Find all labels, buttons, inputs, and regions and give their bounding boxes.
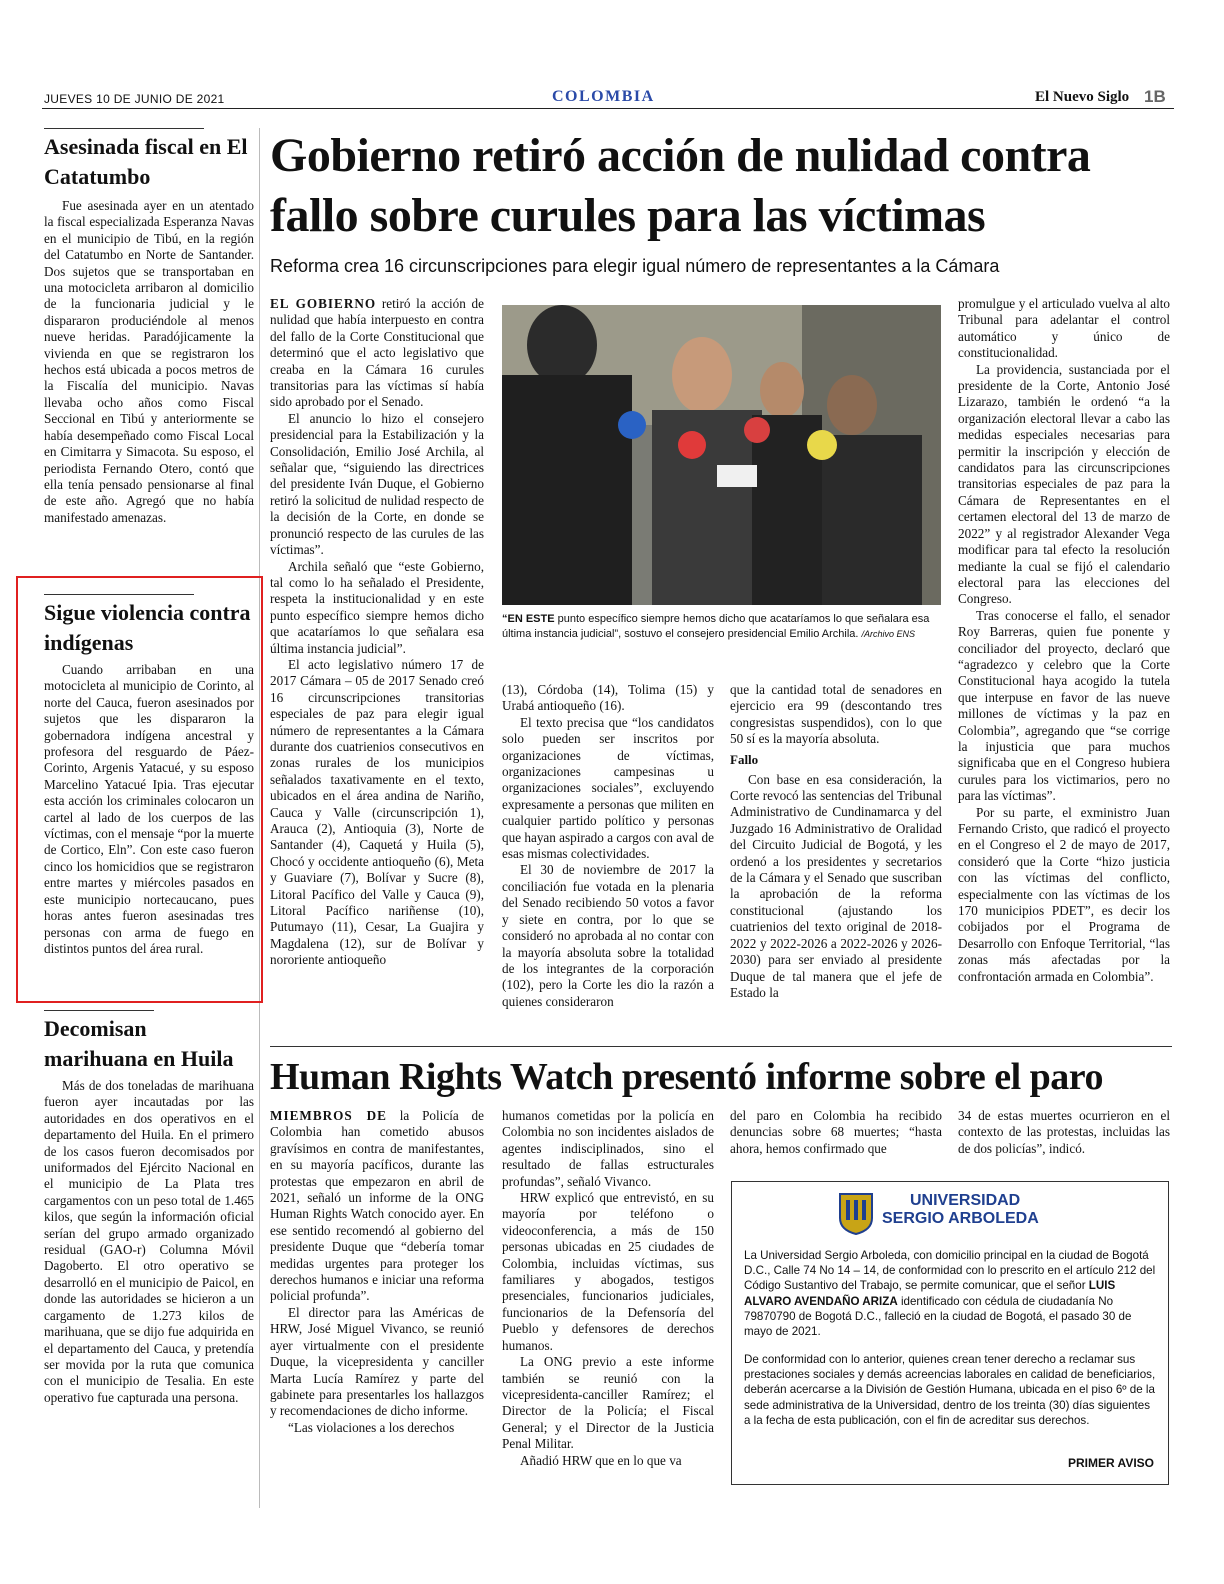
story-rule bbox=[270, 1046, 1172, 1047]
newspaper-brand: El Nuevo Siglo bbox=[1035, 89, 1130, 105]
page-date: JUEVES 10 DE JUNIO DE 2021 bbox=[44, 92, 225, 106]
main-column-3 bbox=[730, 682, 942, 1001]
sidebar-story1-text: Fue asesinada ayer en un atentado la fiscal especializada Esperanza Navas en el municipio de Tibú, en la región del Catatumbo en Norte de Santander. Dos sujetos que se transportaban en una motocicleta arribaron al domicilio de la funcionaria judicial y le dispararon produciéndole al menos nueve heridas. Paradójicamente la vivienda en que se registraron los hechos está ubicada a pocos metros de la Fiscalía del municipio. Navas llevaba ocho años como Fiscal Seccional en Tibú y anteriormente se había desempeñado como Fiscal Local en Cimitarra y Simacota. Su esposo, el periodista Fernando Otero, contó que ella tenía pensado pensionarse al final de este año. Agregó que no había manifestado amenazas. bbox=[44, 198, 254, 525]
paragraph: El director para las Américas de HRW, José Miguel Vivanco, se reunió ayer virtualmente con el presidente Duque, la vicepresidenta y canciller Marta Lucía Ramírez y parte del gabinete para presentarles los hallazgos y recomendaciones de dicho informe. bbox=[270, 1304, 484, 1419]
sidebar-story2-title: Sigue violencia contra indígenas bbox=[44, 600, 251, 655]
paragraph: humanos cometidas por la policía en Colombia no son incidentes aislados de agentes indisciplinados, sino el resultado de fallas estructurales profundas”, señaló Vivanco. bbox=[502, 1108, 714, 1189]
photo-credit: /Archivo ENS bbox=[861, 629, 916, 639]
paragraph: Tras conocerse el fallo, el senador Roy Barreras, quien fue ponente y conciliador del proyecto, declaró que “agradezco y celebro que la Corte Constitucional haya acogido la tutela que interpuse en favor de las nueve millones de víctimas y la paz en Colombia”, agregando que “se corrige la injusticia que para muchos significaba que en el Congreso hubiera curules para los victimarios, pero no para las víctimas”. bbox=[958, 607, 1170, 804]
lead-caps: EL GOBIERNO bbox=[270, 296, 377, 311]
paragraph: Con base en esa consideración, la Corte revocó las sentencias del Tribunal Administrativo de Cundinamarca y del Juzgado 16 Administrativo de Oralidad del Circuito Judicial de Bogotá, y les ordenó a los presidentes y secretarios de la Cámara y el Senado que suscriban la aprobación de la reforma constitucional (ajustando los cuatrienios del texto original de 2018-2022 y 2022-2026 a 2022-2026 y 2026-2030) para ser enviado al presidente Duque de tal manera que el jefe de Estado la bbox=[730, 771, 942, 1000]
paragraph: El texto precisa que “los candidatos solo pueden ser inscritos por organizaciones de víctimas, organizaciones campesinas u organizaciones sociales”, excluyendo expresamente a personas que militen en cualquier partido político y personas que hayan aspirado a cargos con aval de esas mismas colectividades. bbox=[502, 714, 714, 862]
logo-line-1: UNIVERSIDAD bbox=[910, 1192, 1021, 1209]
paragraph: (13), Córdoba (14), Tolima (15) y Urabá antioqueño (16). bbox=[502, 682, 714, 714]
sidebar-story3-text: Más de dos toneladas de marihuana fueron ayer incautadas por las autoridades en dos operativos en el departamento del Huila. En el primero de los casos fueron decomisados por uniformados del Ejército Nacional en el municipio de La Plata tres cargamentos con un peso total de 1.465 kilos, que según la información oficial serían del grupo armado organizado residual (GAO-r) Columna Móvil Dagoberto. El otro operativo se desarrolló en el municipio de Paicol, en donde las autoridades se hicieron a un cargamento de 1.273 kilos de marihuana, que se dijo fue adquirida en el departamento del Cauca, y pretendía ser movida por la ruta que comunica con el municipio de Tesalia. En este operativo fue capturada una persona. bbox=[44, 1078, 254, 1405]
notice-text: identificado con cédula de ciudadanía No 79870790 de Bogotá D.C., falleció en la ciudad de Bogotá, el pasado 30 de mayo de 2021. bbox=[744, 1294, 1132, 1339]
paragraph: Añadió HRW que en lo que va bbox=[520, 1452, 682, 1468]
second-column-3 bbox=[730, 1108, 942, 1157]
paragraph: la Policía de Colombia han cometido abusos gravísimos en contra de manifestantes, en su mayoría pacíficos, durante las protestas que empezaron en abril de 2021, señaló un informe de la ONG Human Rights Watch conocido ayer. En ese sentido recomendó al gobierno del presidente Duque que “debería tomar medidas urgentes para proteger los derechos humanos e iniciar una reforma policial profunda”. bbox=[270, 1108, 484, 1304]
photo-caption bbox=[502, 612, 942, 642]
logo-line-2: SERGIO ARBOLEDA bbox=[882, 1210, 1039, 1227]
paragraph: El acto legislativo número 17 de 2017 Cámara – 05 de 2017 Senado creó 16 circunscripciones transitorias especiales de paz para elegir igual número de representantes a la Cámara durante dos cuatrienios consecutivos en zonas rurales de los municipios señalados taxativamente en el texto, ubicados en el área andina de Nariño, Cauca y Valle (circunscripción 1), Arauca (2), Antioquia (3), Norte de Santander (4), Caquetá y Huila (5), Chocó y occidente antioqueño (6), Meta y Guaviare (7), Bolívar y Sucre (8), Litoral Pacífico del Valle y Cauca (9), Litoral Pacífico nariñense (10), Putumayo (11), Cesar, La Guajira y Magdalena (12), sur de Bolívar y nororiente antioqueño bbox=[270, 656, 484, 968]
paragraph: Archila señaló que “este Gobierno, tal como lo ha señalado el Presidente, respeta la institucionalidad y en este punto específico siempre hemos dicho que acataríamos lo que señalara esa última instancia judicial”. bbox=[270, 558, 484, 656]
university-notice bbox=[731, 1181, 1169, 1485]
deceased-name: LUIS ALVARO AVENDAÑO ARIZA bbox=[744, 1279, 1116, 1308]
paragraph: La providencia, sustanciada por el presidente de la Corte, Antonio José Lizarazo, también le ordenó “a la organización electoral llevar a cabo las medidas especiales necesarias para permitir la inscripción y elección de candidatos para las circunscripciones transitorias especiales de paz para la Cámara de Representantes en el certamen electoral del 13 de marzo de 2022” y al registrador Alexander Vega modificar para tal efecto la resolución mediante la cual se fijó el calendario electoral para las elecciones del Congreso. bbox=[958, 361, 1170, 607]
caption-text: punto específico siempre hemos dicho que acataríamos lo que señalara esa última instancia judicial”, sostuvo el consejero presidencial Emilio Archila. bbox=[502, 613, 930, 640]
sidebar-rule bbox=[44, 594, 194, 595]
paragraph: El anuncio lo hizo el consejero presidencial para la Estabilización y la Consolidación, Emilio José Archila, al señalar que, “siguiendo las directrices del presidente Iván Duque, el Gobierno retiró la solicitud de nulidad respecto de la decisión de la Corte, en donde se pronunció respecto de las curules de las víctimas”. bbox=[270, 410, 484, 558]
lead-caps: MIEMBROS DE bbox=[270, 1108, 387, 1123]
paragraph: promulgue y el articulado vuelva al alto Tribunal para adelantar el control automático y único de constitucionalidad. bbox=[958, 296, 1170, 361]
paragraph: 34 de estas muertes ocurrieron en el contexto de las protestas, incluidas las de dos policías”, indicó. bbox=[958, 1108, 1170, 1156]
caption-lead: “EN ESTE bbox=[502, 613, 555, 625]
header-rule bbox=[42, 108, 1174, 109]
second-column-1 bbox=[270, 1108, 484, 1436]
university-logo-text bbox=[882, 1192, 1039, 1228]
news-photo bbox=[502, 305, 941, 605]
main-column-4 bbox=[958, 296, 1170, 985]
sidebar-story1-body bbox=[44, 198, 254, 578]
notice-paragraph-2: De conformidad con lo anterior, quienes crean tener derecho a reclamar sus prestaciones sociales y demás acreencias laborales en calidad de beneficiarios, deberán acercarse a la División de Gestión Humana, ubicada en el piso 6º de la sede administrativa de la Universidad, dentro de los treinta (30) días siguientes a la fecha de esta publicación, con el fin de acreditar sus derechos. bbox=[744, 1353, 1156, 1427]
sidebar-rule bbox=[44, 128, 204, 129]
notice-paragraph-1 bbox=[744, 1248, 1156, 1339]
paragraph: “Las violaciones a los derechos bbox=[288, 1419, 455, 1435]
paragraph: La ONG previo a este informe también se reunió con la vicepresidenta-canciller Ramírez; el Director de la Policía; el Fiscal General; y el Director de la Justicia Penal Militar. bbox=[502, 1354, 714, 1452]
paragraph: HRW explicó que entrevistó, en su mayoría por teléfono o videoconferencia, a más de 150 personas ubicadas en 25 ciudades de Colombia, incluidas víctimas, sus familiares y abogados, testigos presenciales, funcionarios judiciales, funcionarios de la Defensoría del Pueblo y defensores de derechos humanos. bbox=[502, 1190, 714, 1353]
main-column-1 bbox=[270, 296, 484, 969]
sidebar-story1-title: Asesinada fiscal en El Catatumbo bbox=[44, 134, 248, 189]
paragraph: que la cantidad total de senadores en ejercicio era 99 (descontando tres congresistas suspendidos), con lo que 50 sí es la mayoría absoluta. bbox=[730, 682, 942, 747]
page-number: 1B bbox=[1144, 87, 1166, 106]
sidebar-rule bbox=[44, 1010, 154, 1011]
second-column-2 bbox=[502, 1108, 714, 1469]
second-column-4 bbox=[958, 1108, 1170, 1157]
paragraph: El 30 de noviembre de 2017 la conciliación fue votada en la plenaria del Senado recibiendo 50 votos a favor y siete en contra, por lo que se consideró no aprobada al no contar con la mayoría absoluta sobre la totalidad de los integrantes de la corporación (102), pero la Corte les dio la razón a quienes consideraron bbox=[502, 862, 714, 1009]
main-column-2 bbox=[502, 682, 714, 1010]
university-shield-icon bbox=[838, 1192, 874, 1236]
main-headline: Gobierno retiró acción de nulidad contra fallo sobre curules para las víctimas bbox=[270, 129, 1091, 242]
sidebar-story2-text: Cuando arribaban en una motocicleta al municipio de Corinto, al norte del Cauca, fueron asesinados por sujetos que les dispararon la gobernadora indígena ancestral y profesora del resguardo de Páez-Corinto, Argenis Yatacué, y su esposo Marcelino Yatacué Ipia. Tras ejecutar esta acción los criminales colocaron un cartel al lado de los cuerpos de las víctimas, con el mensaje “por la muerte de Cortico, Eln”. Con este caso fueron cinco los homicidios que se registraron entre martes y miércoles pasados en este municipio nortecaucano, pues horas antes fueron asesinadas tres personas con arma de fuego en distintos puntos del área rural. bbox=[44, 662, 254, 956]
sidebar-story3-title: Decomisan marihuana en Huila bbox=[44, 1016, 234, 1071]
section-name: COLOMBIA bbox=[552, 88, 655, 105]
sidebar-story2-body bbox=[44, 662, 254, 957]
notice-text: La Universidad Sergio Arboleda, con domicilio principal en la ciudad de Bogotá D.C., Calle 74 No 14 – 14, de conformidad con lo prescrito en el artículo 212 del Código Sustantivo del Trabajo, se permite comunicar, que el señor bbox=[744, 1249, 1156, 1293]
paragraph: del paro en Colombia ha recibido denuncias sobre 68 muertes; “hasta ahora, hemos confirmado que bbox=[730, 1108, 942, 1156]
sidebar-story3-body bbox=[44, 1078, 254, 1406]
second-headline: Human Rights Watch presentó informe sobre el paro bbox=[270, 1056, 1103, 1098]
notice-label: PRIMER AVISO bbox=[1067, 1456, 1154, 1470]
press-conference-photo bbox=[502, 305, 941, 605]
main-deck: Reforma crea 16 circunscripciones para elegir igual número de representantes a la Cámara bbox=[270, 256, 1000, 276]
subhead-fallo: Fallo bbox=[730, 751, 759, 767]
paragraph: Por su parte, el exministro Juan Fernando Cristo, que radicó el proyecto en el Congreso el 2 de mayo de 2017, consideró que la Corte “hizo justicia con las víctimas del conflicto, especialmente con las víctimas de los 170 municipios PDET”, es decir los cobijados por el Programa de Desarrollo con Enfoque Territorial, “las zonas más afectadas por la confrontación armada en Colombia”. bbox=[958, 804, 1170, 984]
paragraph: retiró la acción de nulidad que había interpuesto en contra del fallo de la Corte Constitucional que determinó que el acto legislativo que creaba en la Cámara 16 curules transitorias para las víctimas sí había sido aprobado por el Senado. bbox=[270, 296, 484, 410]
